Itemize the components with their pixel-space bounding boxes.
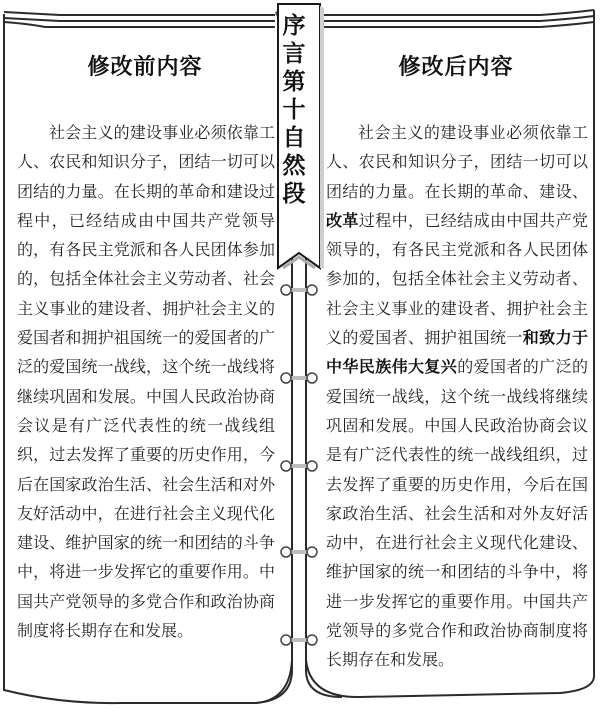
left-page-top-line-3 — [4, 22, 275, 27]
ribbon-char: 序 — [282, 13, 306, 39]
right-page-top-line-3 — [322, 22, 594, 27]
ribbon-char: 自 — [282, 125, 306, 151]
binding-ring-3 — [281, 461, 317, 471]
ribbon-char: 第 — [282, 69, 306, 95]
text-segment: 过程中，已经结成由中国共产党领导的，有各民主党派和各人民团体参加的，包括全体社会主义劳动者、社会主义事业的建设者、拥护社会主义的爱国者、拥护祖国统一 — [326, 210, 588, 348]
text-segment: 社会主义的建设事业必须依靠工人、农民和知识分子，团结一切可以团结的力量。在长期的革命、建设、 — [326, 123, 588, 201]
ribbon-char: 十 — [282, 97, 306, 123]
left-page-top-line-2 — [4, 18, 275, 21]
added-text-highlight: 和致力于中华民族伟大复兴 — [326, 328, 588, 377]
ribbon-char: 段 — [282, 181, 306, 207]
ribbon-char: 然 — [282, 153, 306, 179]
right-page-top-line-1 — [322, 10, 594, 15]
text-segment: 社会主义的建设事业必须依靠工人、农民和知识分子，团结一切可以团结的力量。在长期的革命和建设过程中，已经结成由中国共产党领导的，有各民主党派和各人民团体参加的，包括全体社会主义劳动者、社会主义事业的建设者、拥护社会主义的爱国者和拥护祖国统一的爱国者的广泛的爱国统一战线，这个统一战线将继续巩固和发展。中国人民政治协商会议是有广泛代表性的统一战线组织，过去发挥了重要的历史作用，今后在国家政治生活、社会生活和对外友好活动中，在进行社会主义现代化建设、维护国家的统一和团结的斗争中，将进一步发挥它的重要作用。中国共产党领导的多党合作和政治协商制度将长期存在和发展。 — [17, 123, 275, 641]
ribbon-char: 言 — [282, 41, 306, 67]
binding-ring-2 — [281, 373, 317, 383]
left-panel-body — [17, 118, 275, 645]
left-panel-title: 修改前内容 — [87, 55, 203, 80]
ribbon-title — [279, 12, 309, 208]
binding-ring-4 — [281, 547, 317, 557]
left-page-top-line-1 — [4, 12, 275, 15]
right-page-top-line-2 — [322, 16, 594, 21]
binding-ring-1 — [281, 285, 317, 295]
added-text-highlight: 改革 — [326, 210, 359, 230]
binding-ring-5 — [281, 635, 317, 645]
right-panel-body — [326, 118, 588, 675]
right-panel-title: 修改后内容 — [398, 55, 514, 80]
text-segment: 的爱国者的广泛的爱国统一战线，这个统一战线将继续巩固和发展。中国人民政治协商会议是有广泛代表性的统一战线组织，过去发挥了重要的历史作用，今后在国家政治生活、社会生活和对外友好活动中，在进行社会主义现代化建设、维护国家的统一和团结的斗争中，将进一步发挥它的重要作用。中国共产党领导的多党合作和政治协商制度将长期存在和发展。 — [326, 357, 588, 670]
